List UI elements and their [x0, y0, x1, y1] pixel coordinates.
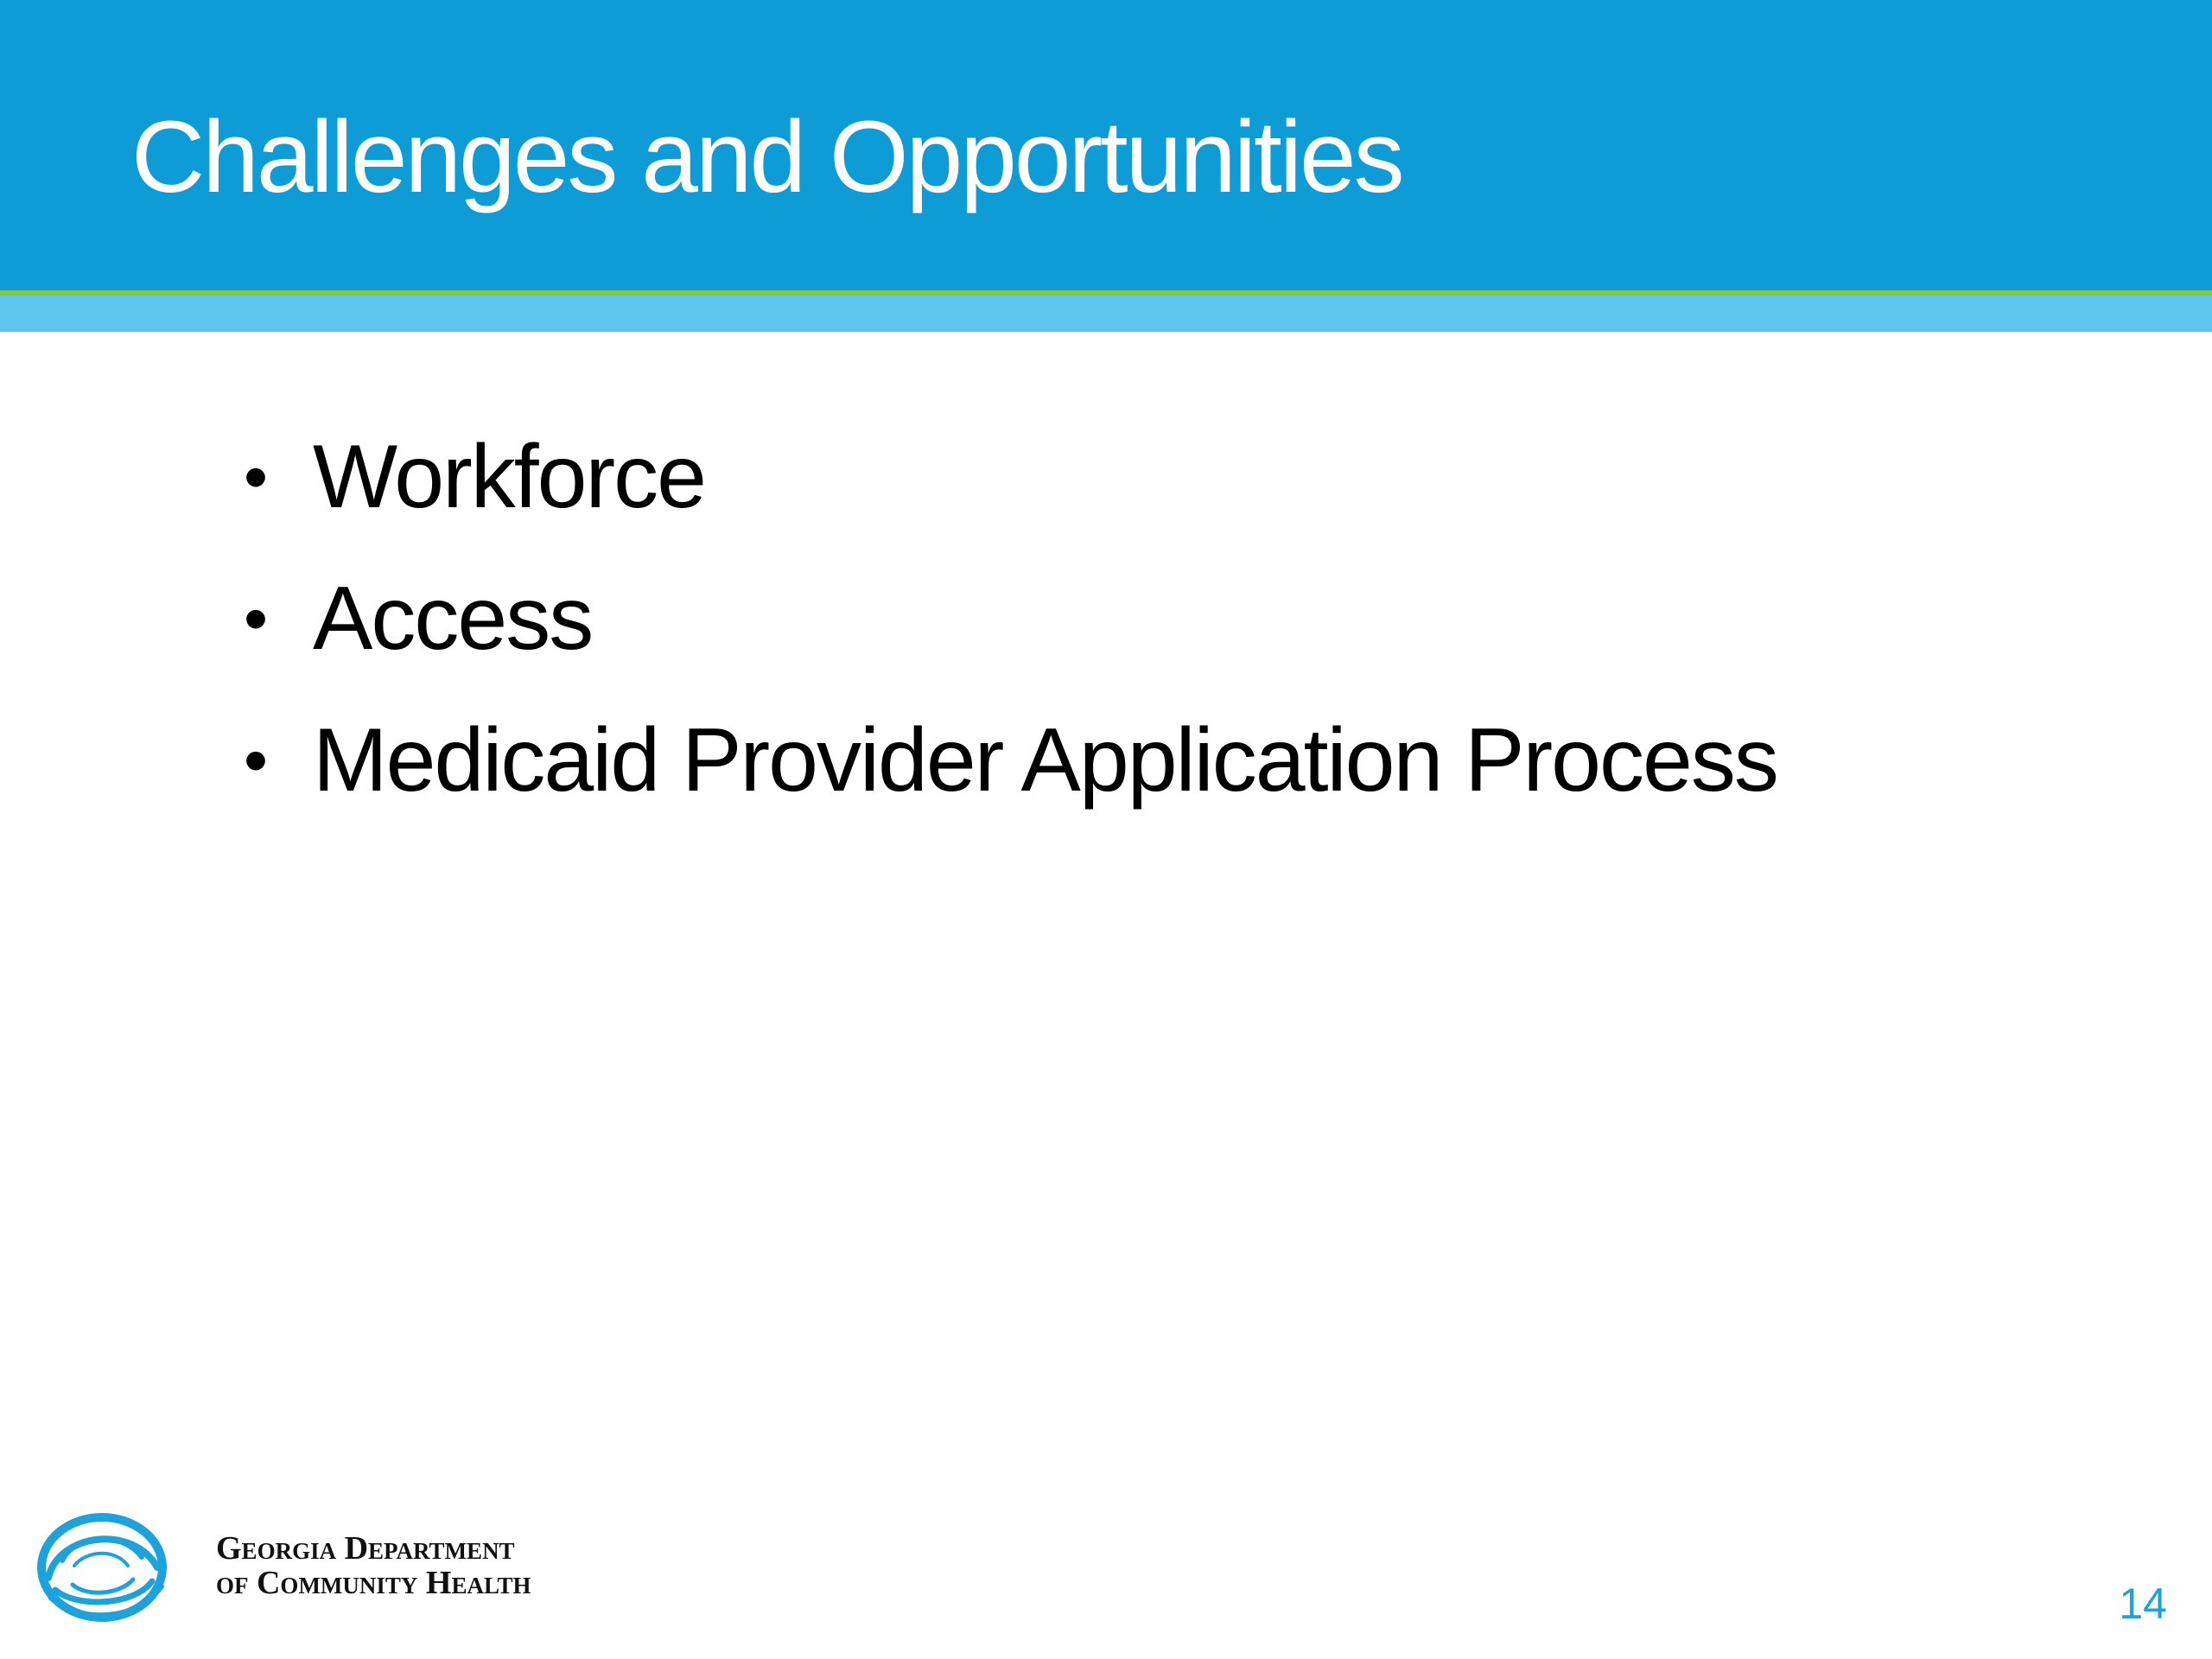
bullet-text: Access	[313, 568, 593, 669]
bullet-list	[233, 406, 1777, 831]
bullet-icon: •	[244, 438, 267, 515]
bullet-text: Medicaid Provider Application Process	[313, 709, 1777, 810]
bullet-item	[233, 690, 1777, 831]
slide-title: Challenges and Opportunities	[131, 100, 1402, 214]
bullet-item	[233, 548, 1777, 690]
logo-line-1: Georgia Department	[216, 1530, 515, 1567]
bullet-text: Workforce	[313, 426, 705, 527]
logo-line-2: of Community Health	[216, 1565, 531, 1601]
bullet-item	[233, 406, 1777, 548]
bullet-icon: •	[244, 580, 267, 657]
concentric-ring-logo-icon	[33, 1505, 171, 1626]
page-number: 14	[2119, 1580, 2167, 1628]
organization-name	[216, 1531, 531, 1600]
header-light-band	[0, 296, 2212, 332]
bullet-icon: •	[244, 721, 267, 798]
organization-logo	[33, 1505, 531, 1626]
